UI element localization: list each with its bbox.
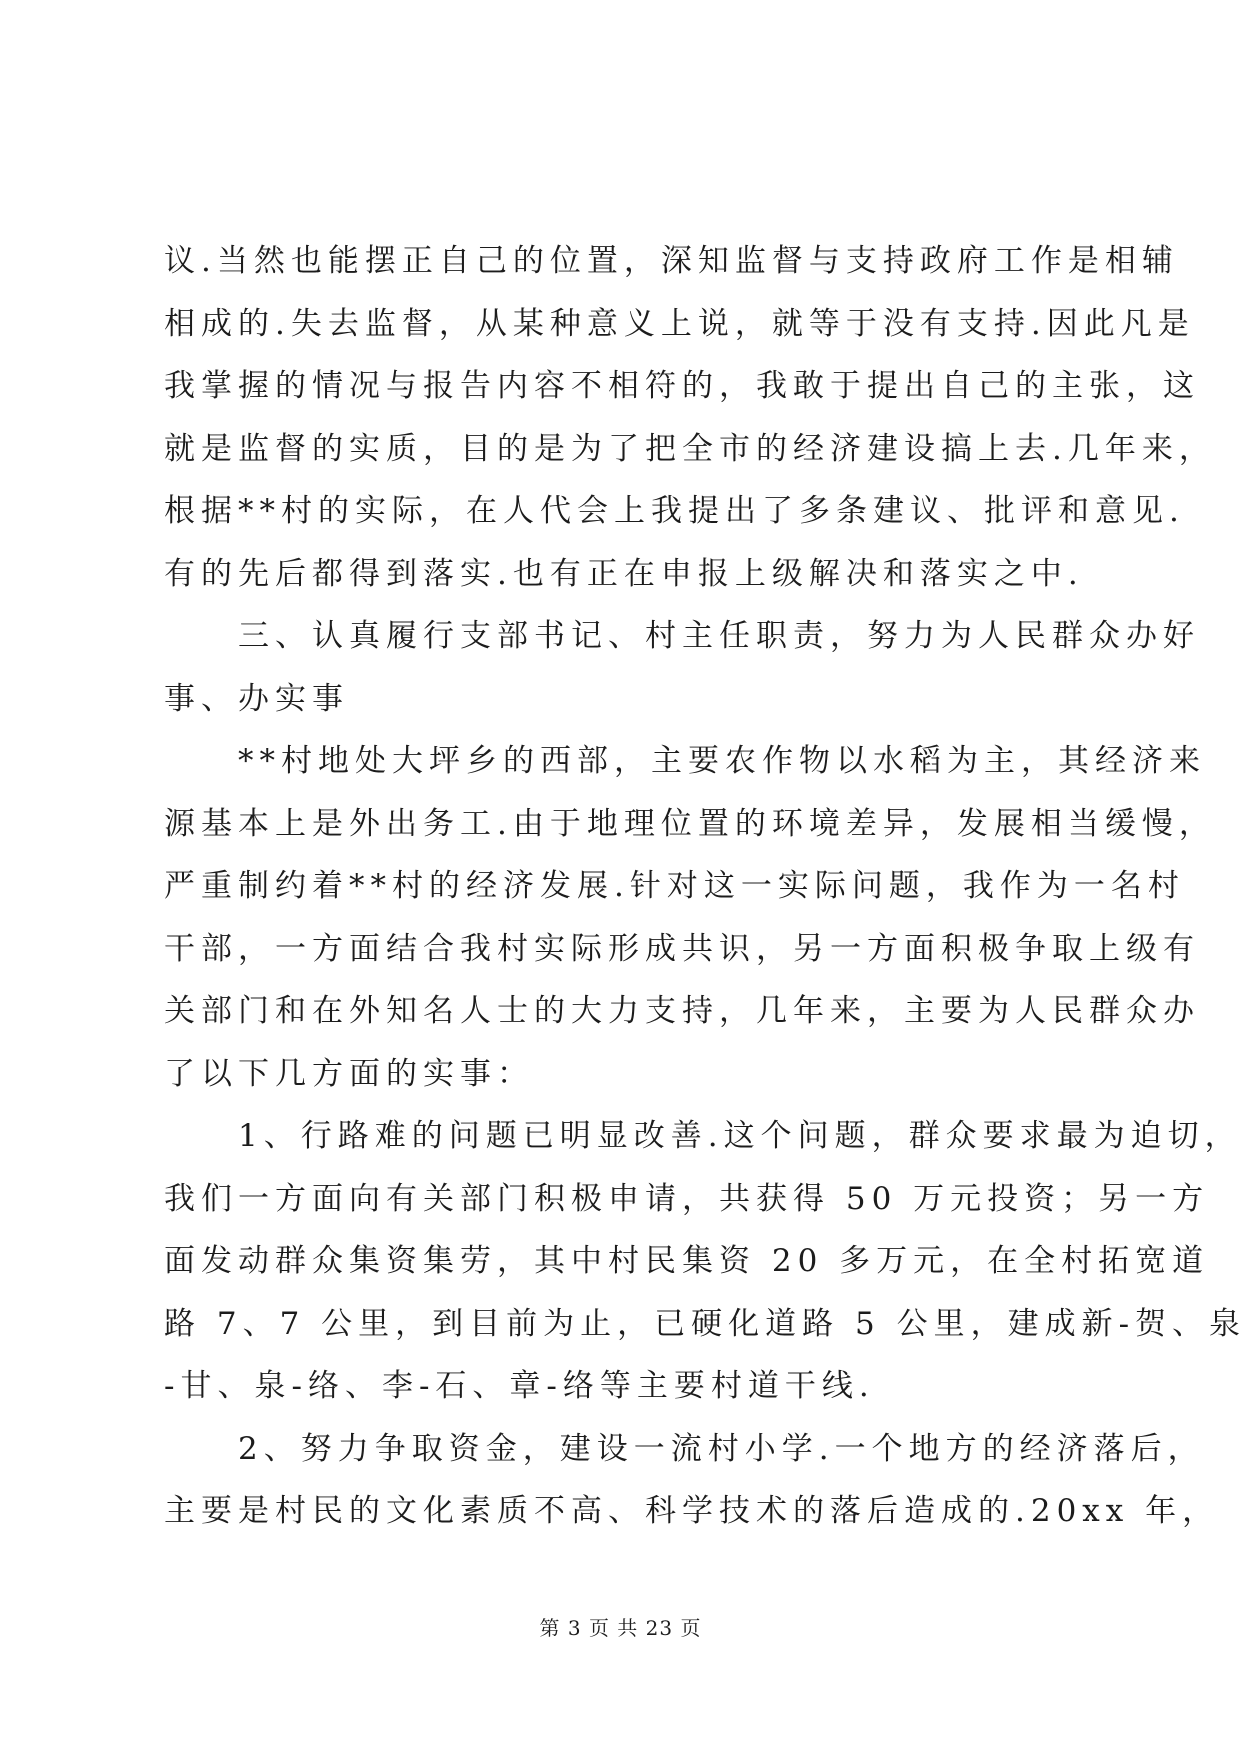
text-line: 源基本上是外出务工.由于地理位置的环境差异，发展相当缓慢，: [164, 805, 1216, 842]
text-line: 关部门和在外知名人士的大力支持，几年来，主要为人民群众办: [164, 993, 1200, 1029]
text-line: 干部，一方面结合我村实际形成共识，另一方面积极争取上级有: [164, 930, 1200, 967]
text-line: 就是监督的实质，目的是为了把全市的经济建设搞上去.几年来，: [164, 430, 1216, 467]
text-line: 我掌握的情况与报告内容不相符的，我敢于提出自己的主张，这: [164, 368, 1200, 404]
text-line: 主要是村民的文化素质不高、科学技术的落后造成的.20xx 年，: [164, 1493, 1220, 1529]
text-line: 严重制约着**村的经济发展.针对这一实际问题，我作为一名村: [164, 868, 1185, 904]
text-line: 根据**村的实际，在人代会上我提出了多条建议、批评和意见.: [164, 493, 1185, 529]
text-line: 有的先后都得到落实.也有正在申报上级解决和落实之中.: [164, 555, 1084, 592]
text-line: 2、努力争取资金，建设一流村小学.一个地方的经济落后，: [164, 1430, 1205, 1467]
section-heading-line: 三、认真履行支部书记、村主任职责，努力为人民群众办好: [164, 618, 1200, 654]
text-line: 路 7、7 公里，到目前为止，已硬化道路 5 公里，建成新-贺、泉: [164, 1305, 1246, 1342]
section-heading-line: 事、办实事: [164, 680, 349, 717]
text-line: 相成的.失去监督，从某种意义上说，就等于没有支持.因此凡是: [164, 305, 1195, 342]
text-line: 我们一方面向有关部门积极申请，共获得 50 万元投资；另一方: [164, 1180, 1210, 1217]
text-line: 了以下几方面的实事：: [164, 1055, 534, 1092]
document-body: [164, 230, 1246, 1543]
text-line: -甘、泉-络、李-石、章-络等主要村道干线.: [164, 1368, 875, 1404]
text-line: 议.当然也能摆正自己的位置，深知监督与支持政府工作是相辅: [164, 243, 1179, 279]
text-line: 面发动群众集资集劳，其中村民集资 20 多万元，在全村拓宽道: [164, 1243, 1210, 1279]
text-line: **村地处大坪乡的西部，主要农作物以水稻为主，其经济来: [164, 743, 1206, 779]
text-line: 1、行路难的问题已明显改善.这个问题，群众要求最为迫切，: [164, 1118, 1242, 1154]
page-number-footer: 第 3 页 共 23 页: [539, 1616, 702, 1640]
